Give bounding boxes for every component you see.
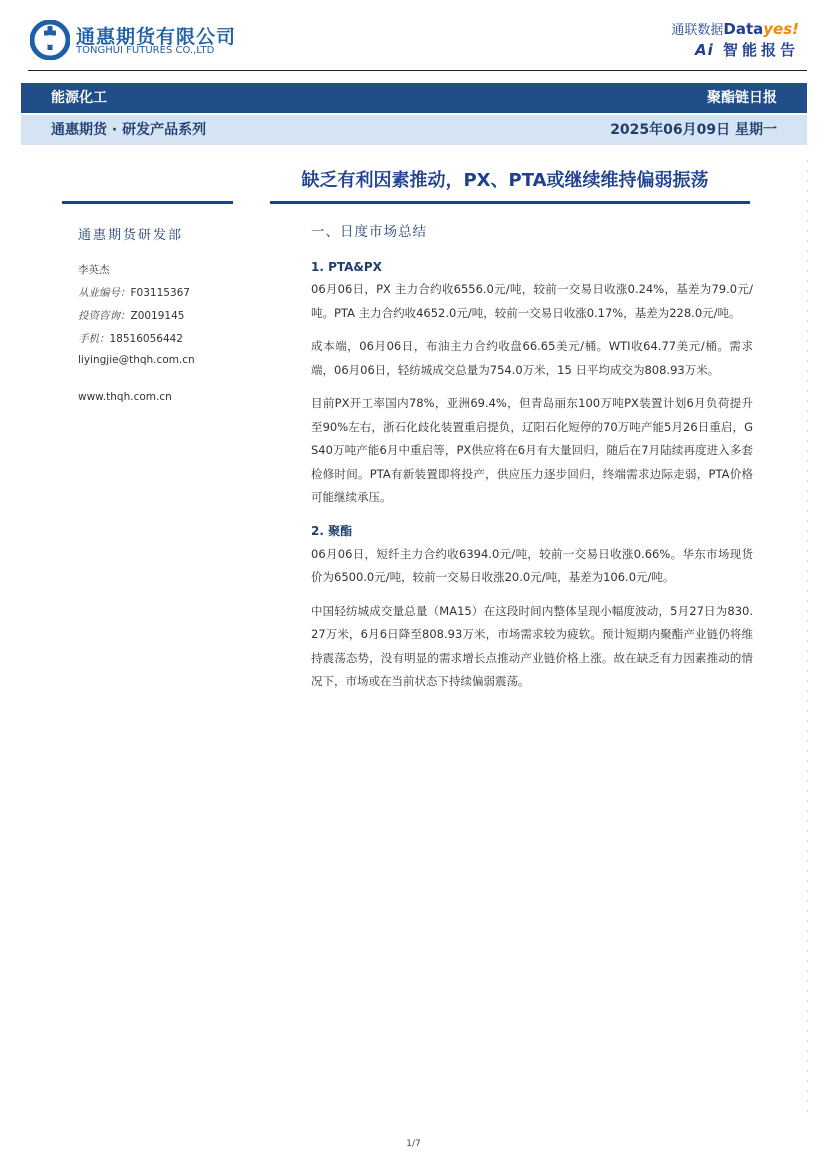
license-number: F03115367 [130, 287, 190, 299]
margin-dot [807, 890, 808, 892]
margin-dot [807, 210, 808, 212]
margin-dot [807, 170, 808, 172]
brand-report: 智能报告 [722, 41, 799, 59]
subheading-pta-px: 1. PTA&PX [311, 260, 382, 274]
margin-dot [807, 200, 808, 202]
paragraph-cost-demand: 成本端，06月06日，布油主力合约收盘66.65美元/桶。WTI收64.77美元/桶。需求端，06月06日，轻纺城成交总量为754.0万米，15 日平均成交为808.93万米。 [311, 339, 753, 377]
margin-dot [807, 680, 808, 682]
brand-yes: yes! [763, 20, 799, 38]
margin-dot [807, 700, 808, 702]
margin-dot [807, 710, 808, 712]
margin-dot [807, 940, 808, 942]
margin-dot [807, 550, 808, 552]
sector-label: 能源化工 [51, 90, 107, 106]
sector-banner [21, 83, 807, 113]
margin-dot [807, 790, 808, 792]
brand-prefix: 通联数据 [671, 23, 724, 38]
margin-dot [807, 620, 808, 622]
margin-dot [807, 1030, 808, 1032]
margin-dot [807, 740, 808, 742]
series-banner [21, 115, 807, 145]
margin-dot [807, 240, 808, 242]
margin-dot [807, 370, 808, 372]
margin-dot [807, 280, 808, 282]
margin-dot [807, 350, 808, 352]
margin-dot [807, 1090, 808, 1092]
margin-dot [807, 690, 808, 692]
margin-dot [807, 1110, 808, 1112]
margin-dot [807, 430, 808, 432]
margin-dot [807, 670, 808, 672]
margin-dot [807, 460, 808, 462]
margin-dot [807, 850, 808, 852]
margin-dot [807, 1100, 808, 1102]
consult-label: 投资咨询： [78, 310, 131, 322]
section-heading: 一、日度市场总结 [311, 224, 427, 240]
margin-dot [807, 970, 808, 972]
margin-dot [807, 330, 808, 332]
margin-dot [807, 380, 808, 382]
consult-line [78, 308, 184, 323]
margin-dot [807, 780, 808, 782]
margin-dot [807, 750, 808, 752]
margin-dot [807, 580, 808, 582]
paragraph-supply-outlook: 目前PX开工率国内78%，亚洲69.4%，但青岛丽东100万吨PX装置计划6月负荷提升至90%左右，浙石化歧化装置重启提负，辽阳石化短停的70万吨产能5月26日重启，GS40万吨产能6月中重启等，PX供应将在6月有大量回归，随后在7月陆续再度进入多套检修时间。PTA有新装置即将投产，供应压力逐步回归，终端需求边际走弱，PTA价格可能继续承压。 [311, 396, 753, 504]
phone-label: 手机： [78, 333, 110, 345]
margin-dot [807, 760, 808, 762]
company-name-cn: 通惠期货有限公司 [76, 26, 237, 48]
margin-dot [807, 950, 808, 952]
margin-dot [807, 930, 808, 932]
main-content [311, 220, 753, 704]
margin-dot [807, 660, 808, 662]
margin-dot [807, 320, 808, 322]
margin-dot [807, 470, 808, 472]
phone-number: 18516056442 [109, 333, 183, 345]
ai-report-brand [695, 39, 799, 60]
company-logo-icon [30, 20, 70, 60]
margin-dot [807, 770, 808, 772]
analyst-name: 李英杰 [78, 264, 110, 276]
margin-dot [807, 290, 808, 292]
license-label: 从业编号： [78, 287, 131, 299]
margin-dot [807, 480, 808, 482]
margin-dot [807, 870, 808, 872]
margin-dot [807, 410, 808, 412]
margin-dot [807, 1050, 808, 1052]
brand-ai: Ai [694, 41, 714, 59]
paragraph-polyester-outlook: 中国轻纺城成交量总量（MA15）在这段时间内整体呈现小幅度波动，5月27日为830.27万米，6月6日降至808.93万米，市场需求较为疲软。预计短期内聚酯产业链仍将维持震荡态势，没有明显的需求增长点推动产业链价格上涨。故在缺乏有力因素推动的情况下，市场或在当前状态下持续偏弱震荡。 [311, 603, 753, 688]
email-link[interactable]: liyingjie@thqh.com.cn [78, 354, 195, 366]
margin-dot [807, 830, 808, 832]
main-title-rule [270, 201, 750, 204]
margin-dot [807, 520, 808, 522]
header-divider [28, 70, 807, 71]
report-title: 缺乏有利因素推动，PX、PTA或继续维持偏弱振荡 [301, 170, 709, 191]
margin-dot [807, 490, 808, 492]
margin-dot [807, 420, 808, 422]
margin-dot [807, 560, 808, 562]
margin-dot [807, 1080, 808, 1082]
license-line [78, 285, 190, 300]
website-link[interactable]: www.thqh.com.cn [78, 391, 172, 403]
margin-dot [807, 990, 808, 992]
margin-dot [807, 840, 808, 842]
margin-dot [807, 720, 808, 722]
margin-dot [807, 260, 808, 262]
margin-dot [807, 900, 808, 902]
paragraph-staple-fiber: 06月06日，短纤主力合约收6394.0元/吨，较前一交易日收涨0.66%。华东市场现货价为6500.0元/吨，较前一交易日收涨20.0元/吨，基差为106.0元/吨。 [311, 546, 753, 584]
margin-dot [807, 300, 808, 302]
margin-dot [807, 640, 808, 642]
margin-dot [807, 920, 808, 922]
brand-data: Data [723, 20, 764, 38]
margin-dot [807, 160, 808, 162]
report-type-label: 聚酯链日报 [707, 90, 777, 106]
margin-dot [807, 530, 808, 532]
margin-dot [807, 610, 808, 612]
page-number: 1/7 [406, 1139, 421, 1149]
margin-dot [807, 310, 808, 312]
margin-dot [807, 880, 808, 882]
margin-dot [807, 510, 808, 512]
margin-dot [807, 540, 808, 542]
margin-dot [807, 500, 808, 502]
margin-dot [807, 570, 808, 572]
margin-dot [807, 230, 808, 232]
margin-dot [807, 730, 808, 732]
margin-dot [807, 910, 808, 912]
margin-dot [807, 270, 808, 272]
margin-dot [807, 600, 808, 602]
margin-dot [807, 1060, 808, 1062]
margin-dot [807, 960, 808, 962]
margin-dot [807, 1040, 808, 1042]
margin-dot [807, 390, 808, 392]
report-date: 2025年06月09日 星期一 [610, 122, 777, 138]
department-name: 通惠期货研发部 [78, 228, 184, 243]
phone-line [78, 331, 183, 346]
margin-dot [807, 1000, 808, 1002]
sidebar-title-rule [62, 201, 233, 204]
margin-dot [807, 360, 808, 362]
series-label: 通惠期货 · 研发产品系列 [51, 122, 207, 138]
margin-dot [807, 1020, 808, 1022]
margin-dot [807, 810, 808, 812]
margin-dot [807, 800, 808, 802]
margin-dot [807, 440, 808, 442]
margin-dot [807, 340, 808, 342]
datayes-brand [671, 19, 799, 38]
margin-dot [807, 630, 808, 632]
company-name-en: TONGHUI FUTURES CO.,LTD [76, 45, 215, 56]
margin-dot [807, 190, 808, 192]
margin-dot [807, 250, 808, 252]
margin-dot [807, 180, 808, 182]
consult-number: Z0019145 [130, 310, 185, 322]
subheading-polyester: 2. 聚酯 [311, 523, 353, 538]
margin-dot [807, 650, 808, 652]
margin-dot [807, 1070, 808, 1072]
margin-dot [807, 220, 808, 222]
paragraph-px-pta-prices: 06月06日，PX 主力合约收6556.0元/吨，较前一交易日收涨0.24%，基差为79.0元/吨。PTA 主力合约收4652.0元/吨，较前一交易日收涨0.17%，基差为228.0元/吨。 [311, 282, 753, 320]
margin-dot [807, 400, 808, 402]
margin-dot [807, 590, 808, 592]
margin-dot [807, 820, 808, 822]
margin-dot [807, 980, 808, 982]
margin-dot [807, 450, 808, 452]
margin-dot [807, 860, 808, 862]
margin-dot [807, 1010, 808, 1012]
